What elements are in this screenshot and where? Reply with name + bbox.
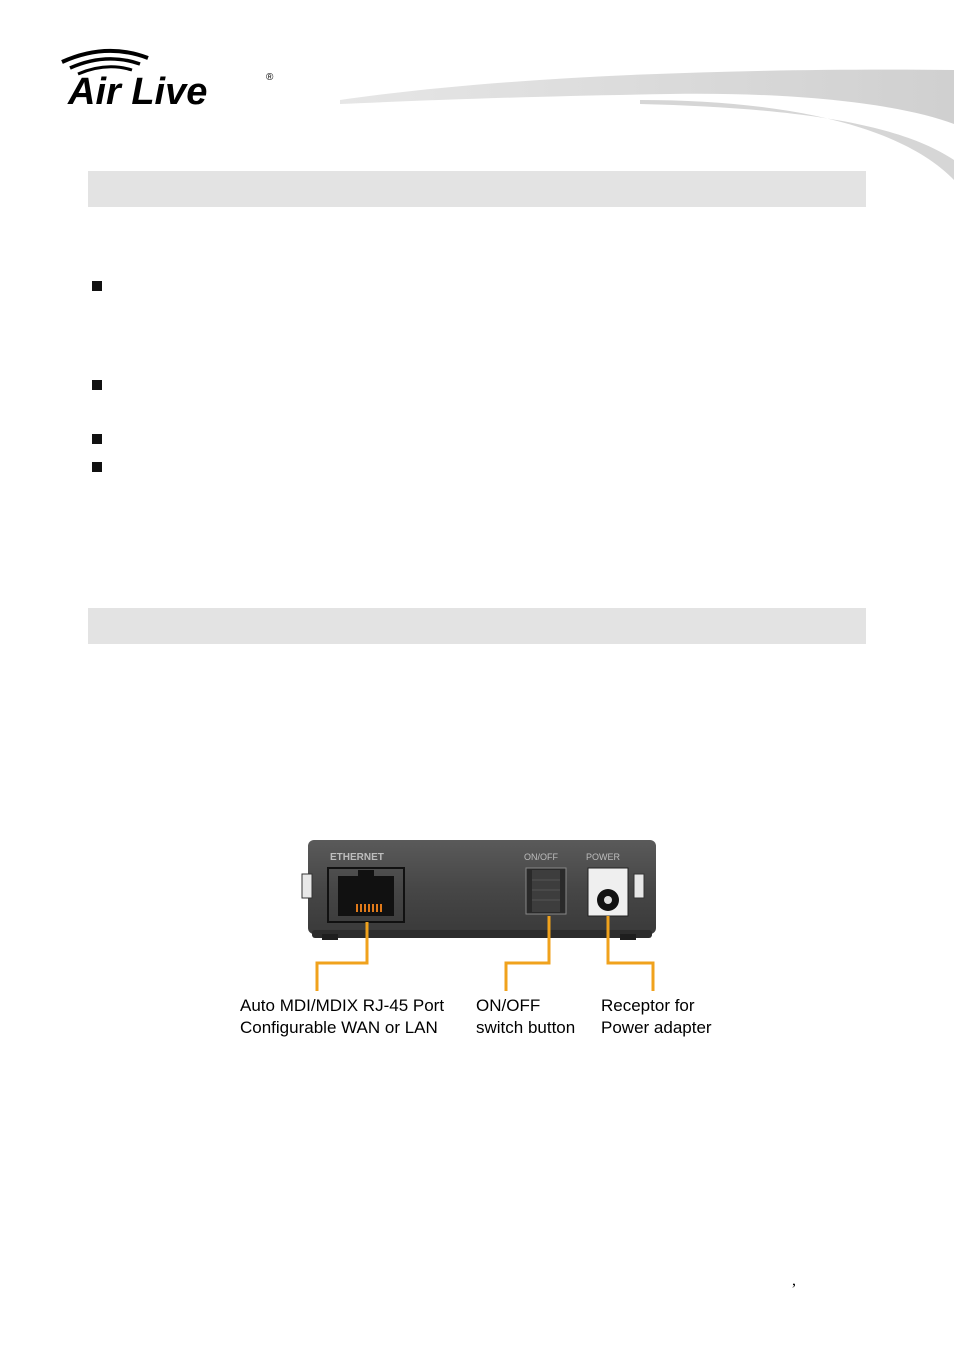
ethernet-panel-label: ETHERNET: [330, 852, 384, 863]
on-off-panel-label: ON/OFF: [524, 852, 558, 862]
device-rear-panel-figure: [230, 836, 730, 1076]
section-heading-bar: [88, 171, 866, 207]
callout-on-off-switch: ON/OFF switch button: [476, 996, 576, 1037]
section-heading-bar: [88, 608, 866, 644]
bullet-marker: [92, 434, 102, 444]
header-swoosh: [340, 64, 954, 180]
power-panel-label: POWER: [586, 852, 621, 862]
airlive-logo: [56, 44, 281, 110]
bullet-marker: [92, 462, 102, 472]
footer-mark: ,: [792, 1272, 796, 1289]
callout-power-receptor: Receptor for Power adapter: [601, 996, 712, 1037]
power-switch-icon: [526, 868, 566, 914]
bullet-marker: [92, 380, 102, 390]
rj45-port-icon: [328, 868, 404, 922]
logo-wordmark: Air Live: [68, 71, 208, 110]
callout-rj45-port: Auto MDI/MDIX RJ-45 Port Configurable WAN or LAN: [240, 996, 445, 1037]
bullet-marker: [92, 281, 102, 291]
logo-registered-mark: ®: [266, 72, 274, 83]
power-jack-icon: [588, 868, 628, 916]
